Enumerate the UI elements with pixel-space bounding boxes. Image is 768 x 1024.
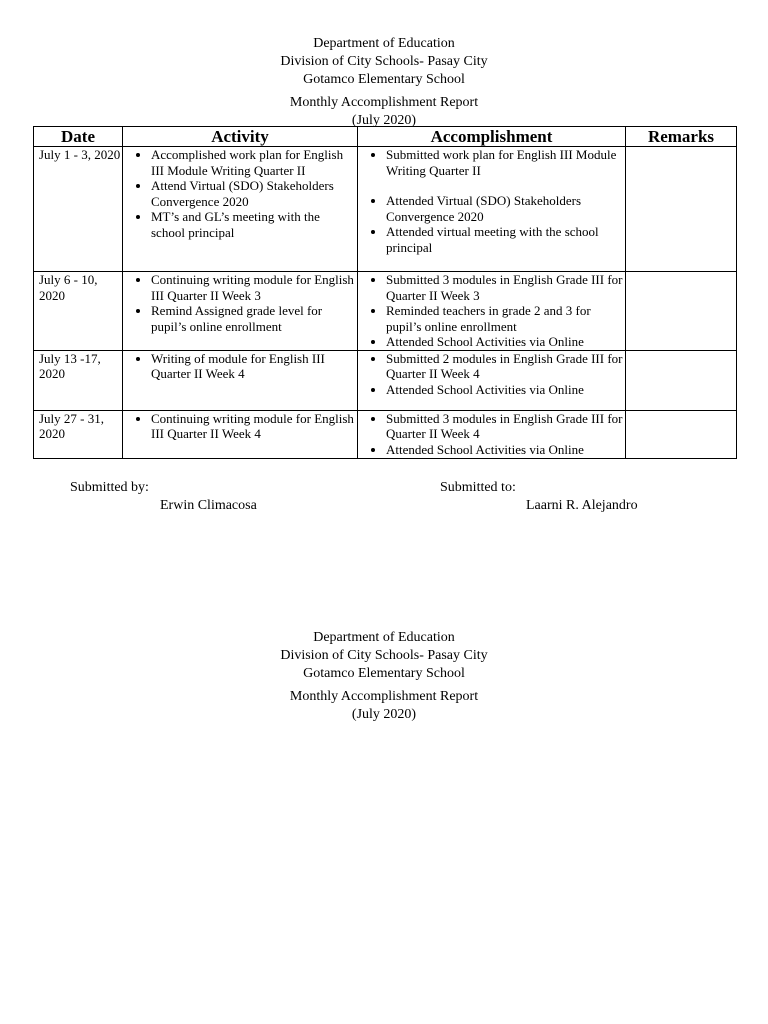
- submitted-by-name: Erwin Climacosa: [160, 498, 257, 513]
- row-activities: [123, 147, 358, 272]
- accomplishment-item: • Submitted 3 modules in English Grade III for Quarter II Week 3: [386, 272, 625, 303]
- table-header-row: [34, 127, 737, 147]
- column-header-date: Date: [34, 127, 123, 147]
- activity-item: • Attend Virtual (SDO) Stakeholders Convergence 2020: [151, 178, 357, 209]
- column-header-activity: Activity: [123, 127, 358, 147]
- row-date: July 6 - 10, 2020: [34, 272, 123, 351]
- activity-item: • Accomplished work plan for English III Module Writing Quarter II: [151, 147, 357, 178]
- division-name: Division of City Schools- Pasay City: [280, 648, 488, 663]
- accomplishment-table: [33, 126, 737, 459]
- table-row: [34, 410, 737, 458]
- school-name: Gotamco Elementary School: [303, 666, 465, 681]
- row-accomplishments: [358, 350, 626, 410]
- report-title: Monthly Accomplishment Report: [289, 689, 479, 704]
- submitted-by-label: Submitted by:: [70, 480, 149, 495]
- row-accomplishments: [358, 147, 626, 272]
- column-header-remarks: Remarks: [626, 127, 737, 147]
- accomplishment-item: • Attended Virtual (SDO) Stakeholders Convergence 2020: [386, 193, 625, 224]
- table-row: [34, 147, 737, 272]
- row-accomplishments: [358, 272, 626, 351]
- row-remarks: [626, 410, 737, 458]
- activity-item: • Continuing writing module for English III Quarter II Week 3: [151, 272, 357, 303]
- division-name: Division of City Schools- Pasay City: [280, 54, 488, 69]
- column-header-accomplishment: Accomplishment: [358, 127, 626, 147]
- report-title: Monthly Accomplishment Report: [289, 95, 479, 110]
- accomplishment-item: • Submitted 2 modules in English Grade III for Quarter II Week 4: [386, 351, 625, 382]
- activity-item: • Remind Assigned grade level for pupil’s online enrollment: [151, 303, 357, 334]
- accomplishment-item: • Attended School Activities via Online: [386, 334, 625, 350]
- table-row: [34, 350, 737, 410]
- accomplishment-item: • Attended virtual meeting with the school principal: [386, 224, 625, 255]
- row-date: July 13 -17, 2020: [34, 350, 123, 410]
- accomplishment-item: • Attended School Activities via Online: [386, 382, 625, 398]
- submitted-to-name: Laarni R. Alejandro: [526, 498, 638, 513]
- report-header-repeat: [0, 629, 768, 724]
- row-remarks: [626, 272, 737, 351]
- row-activities: [123, 272, 358, 351]
- accomplishment-item: • Submitted 3 modules in English Grade III for Quarter II Week 4: [386, 411, 625, 442]
- report-period: (July 2020): [351, 707, 417, 722]
- accomplishment-item: • Attended School Activities via Online: [386, 442, 625, 458]
- report-period: (July 2020): [351, 113, 417, 128]
- accomplishment-item: • Submitted work plan for English III Module Writing Quarter II: [386, 147, 625, 178]
- activity-item: • Writing of module for English III Quarter II Week 4: [151, 351, 357, 382]
- department-name: Department of Education: [313, 630, 455, 645]
- department-name: Department of Education: [313, 36, 455, 51]
- activity-item: • MT’s and GL’s meeting with the school principal: [151, 209, 357, 240]
- row-activities: [123, 410, 358, 458]
- activity-item: • Continuing writing module for English III Quarter II Week 4: [151, 411, 357, 442]
- row-activities: [123, 350, 358, 410]
- row-date: July 1 - 3, 2020: [34, 147, 123, 272]
- submitted-to-label: Submitted to:: [440, 480, 516, 495]
- row-remarks: [626, 147, 737, 272]
- school-name: Gotamco Elementary School: [303, 72, 465, 87]
- row-date: July 27 - 31, 2020: [34, 410, 123, 458]
- accomplishment-item: • Reminded teachers in grade 2 and 3 for pupil’s online enrollment: [386, 303, 625, 334]
- row-accomplishments: [358, 410, 626, 458]
- report-header: [0, 35, 768, 130]
- row-remarks: [626, 350, 737, 410]
- table-row: [34, 272, 737, 351]
